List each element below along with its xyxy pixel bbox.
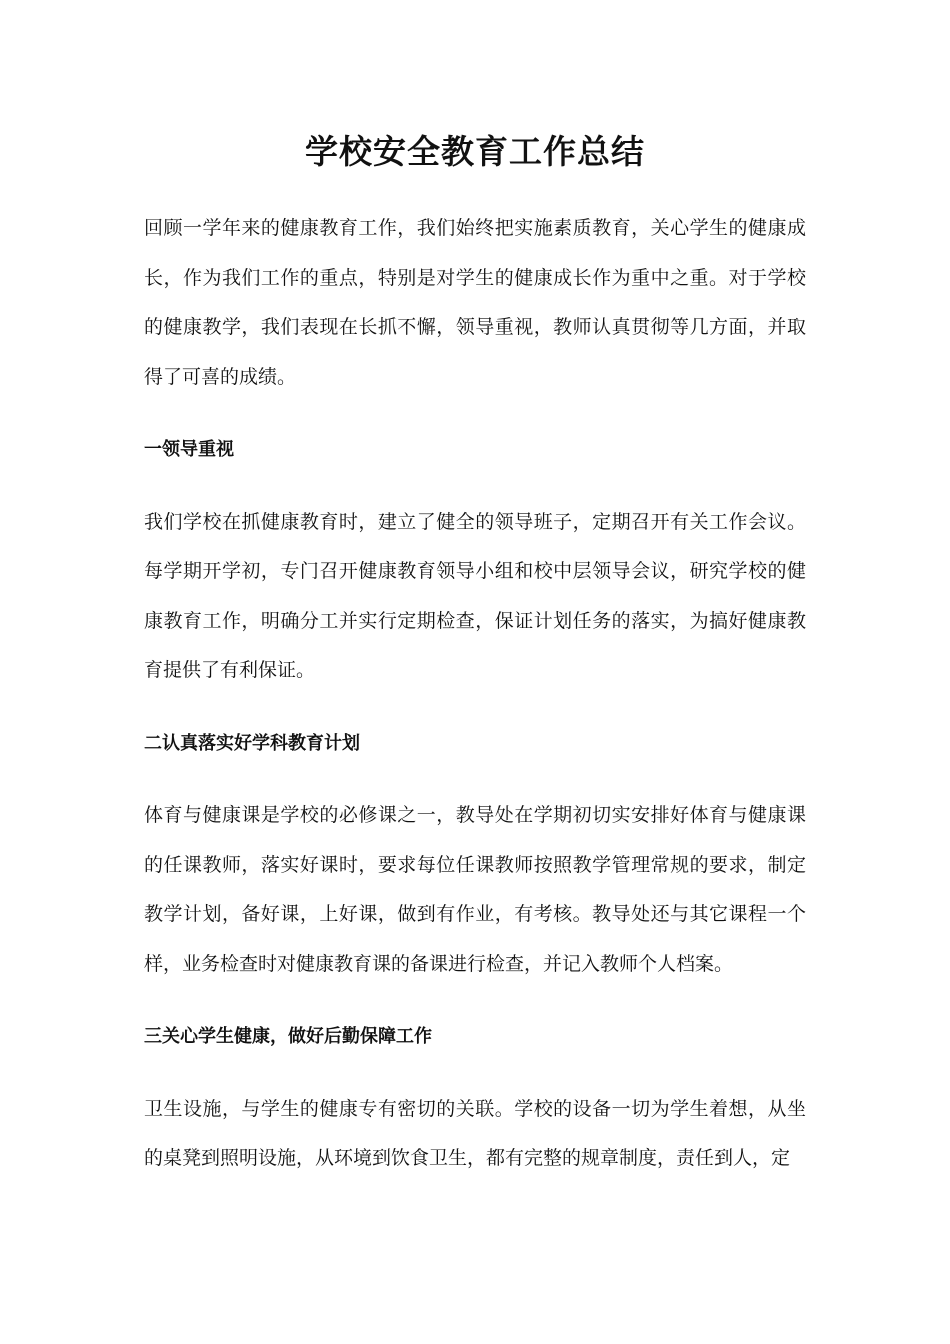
spacer — [144, 768, 806, 791]
spacer — [144, 475, 806, 498]
intro-paragraph: 回顾一学年来的健康教育工作，我们始终把实施素质教育，关心学生的健康成长，作为我们工作的重点，特别是对学生的健康成长作为重中之重。对于学校的健康教学，我们表现在长抓不懈，领导重视，教师认真贯彻等几方面，并取得了可喜的成绩。 — [144, 217, 806, 388]
spacer — [144, 989, 806, 1012]
spacer — [144, 696, 806, 719]
spacer — [144, 402, 806, 425]
section-body-leadership: 我们学校在抓健康教育时，建立了健全的领导班子，定期召开有关工作会议。每学期开学初，专门召开健康教育领导小组和校中层领导会议，研究学校的健康教育工作，明确分工并实行定期检查，保证计划任务的落实，为搞好健康教育提供了有利保证。 — [144, 510, 806, 681]
document-title: 学校安全教育工作总结 — [305, 132, 645, 171]
spacer — [144, 180, 806, 204]
spacer — [144, 1062, 806, 1085]
section-heading-student-health: 三关心学生健康，做好后勤保障工作 — [144, 1026, 432, 1047]
document-content — [144, 124, 806, 1184]
section-heading-curriculum: 二认真落实好学科教育计划 — [144, 732, 360, 754]
section-body-curriculum: 体育与健康课是学校的必修课之一，教导处在学期初切实安排好体育与健康课的任课教师，落实好课时，要求每位任课教师按照教学管理常规的要求，制定教学计划，备好课，上好课，做到有作业，有考核。教导处还与其它课程一个样，业务检查时对健康教育课的备课进行检查，并记入教师个人档案。 — [144, 804, 806, 975]
section-heading-leadership: 一领导重视 — [144, 439, 234, 460]
section-body-student-health: 卫生设施，与学生的健康专有密切的关联。学校的设备一切为学生着想，从坐的桌凳到照明设施，从环境到饮食卫生，都有完整的规章制度，责任到人，定 — [144, 1097, 806, 1169]
